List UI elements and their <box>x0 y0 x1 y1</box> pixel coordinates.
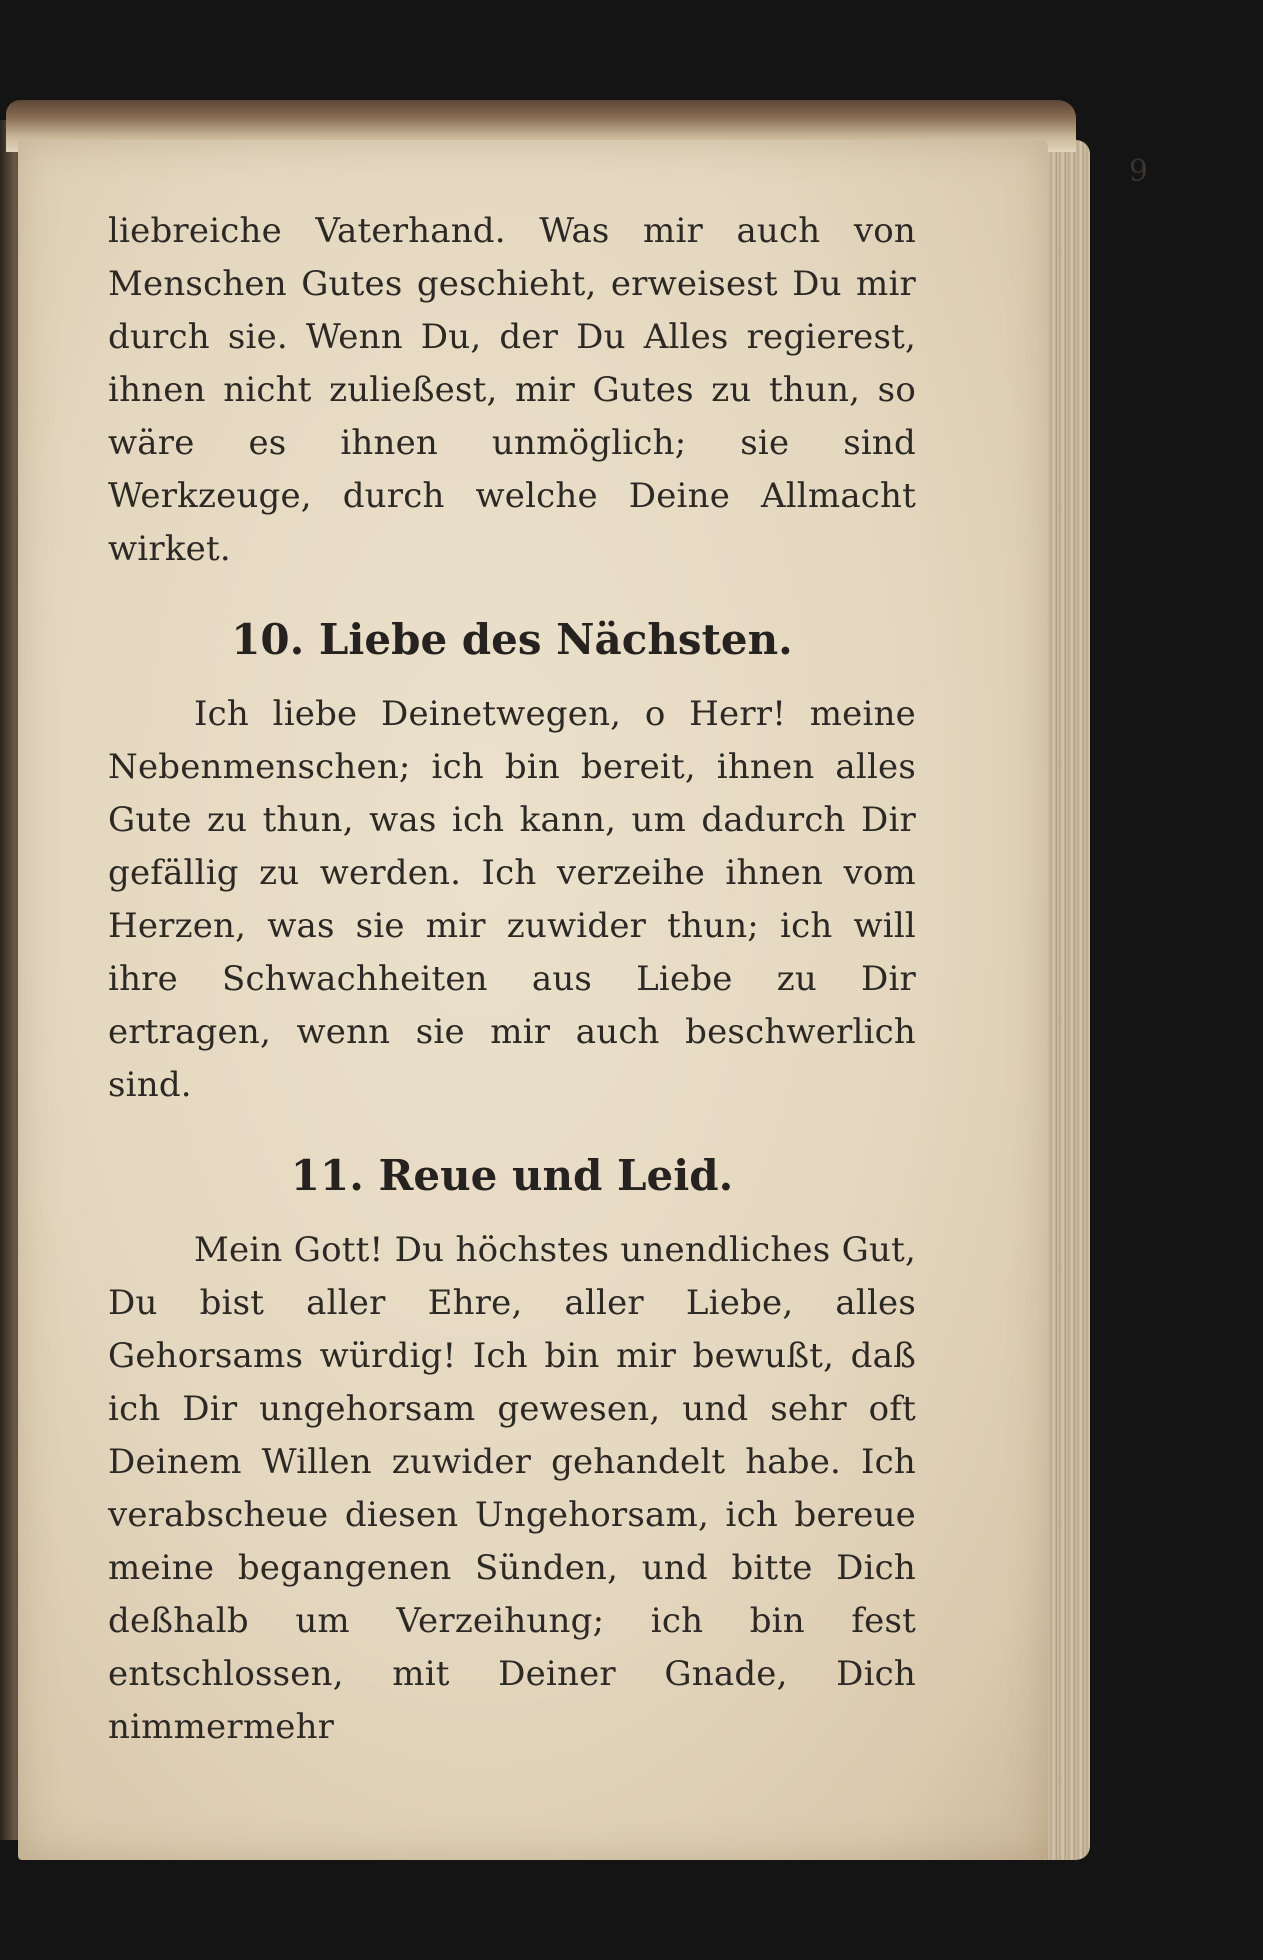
intro-paragraph: liebreiche Vaterhand. Was mir auch von Menschen Gutes geschieht, erweisest Du mir durch sie. Wenn Du, der Du Alles regierest, ihnen nicht zuließest, mir Gutes zu thun, so wäre es ihnen unmöglich; sie sind Werkzeuge, durch welche Deine Allmacht wirket. <box>108 211 916 569</box>
page-text <box>108 205 916 1754</box>
section-heading-10: 10. Liebe des Nächsten. <box>231 615 793 664</box>
section-paragraph-10: Ich liebe Deinetwegen, o Herr! meine Nebenmenschen; ich bin bereit, ihnen alles Gute zu thun, was ich kann, um dadurch Dir gefällig zu werden. Ich verzeihe ihnen vom Herzen, was sie mir zuwider thun; ich will ihre Schwachheiten aus Liebe zu Dir ertragen, wenn sie mir auch beschwerlich sind. <box>108 694 916 1105</box>
section-heading-11: 11. Reue und Leid. <box>290 1151 734 1200</box>
section-paragraph-11: Mein Gott! Du höchstes unendliches Gut, Du bist aller Ehre, aller Liebe, alles Gehorsams würdig! Ich bin mir bewußt, daß ich Dir ungehorsam gewesen, und sehr oft Deinem Willen zuwider gehandelt habe. Ich verabscheue diesen Ungehorsam, ich bereue meine begangenen Sünden, und bitte Dich deßhalb um Verzeihung; ich bin fest entschlossen, mit Deiner Gnade, Dich nimmermehr <box>108 1230 916 1747</box>
page-number: 9 <box>1128 154 1148 189</box>
